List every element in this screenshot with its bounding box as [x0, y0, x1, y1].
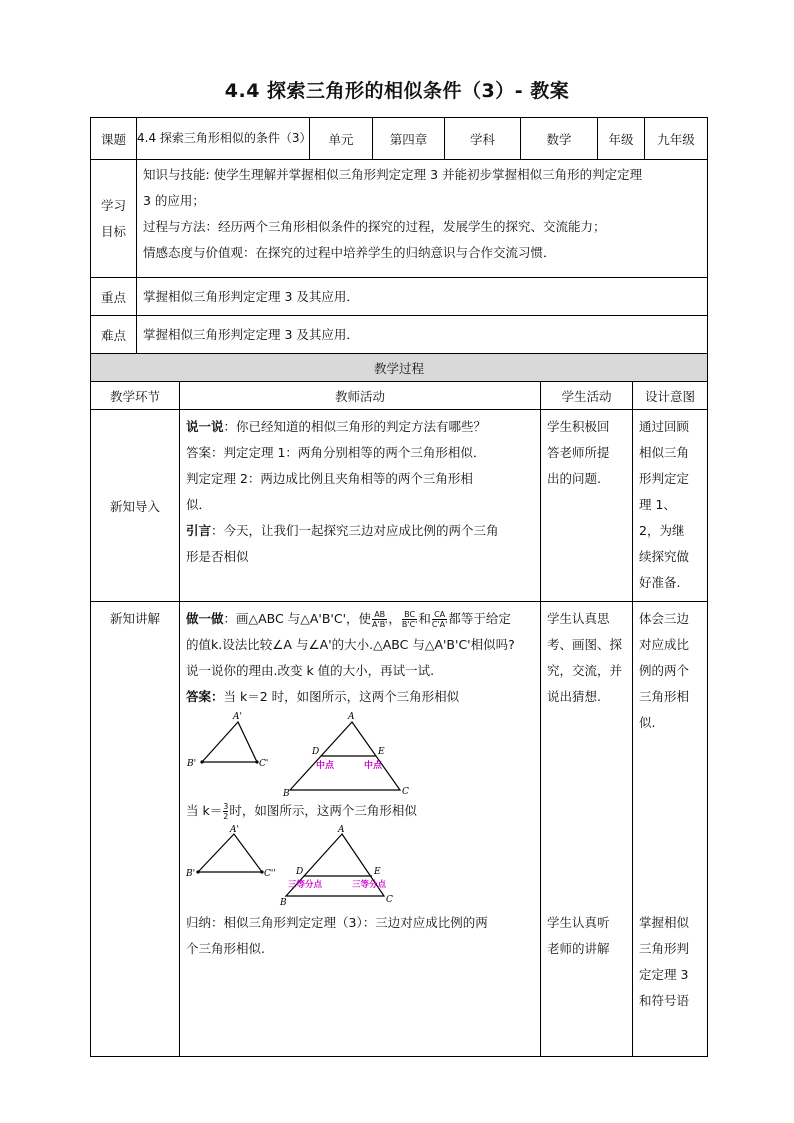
label-b1: B' [186, 869, 196, 879]
student-explain-line: 考、画图、探 [547, 637, 623, 652]
label-d: D [296, 867, 304, 877]
intent-intro-line: 理 1、 [639, 497, 676, 512]
do-line-3: 说一说你的理由.改变 k 值的大小，再试一试. [186, 663, 435, 678]
stage-intro: 新知导入 [91, 410, 180, 602]
label-a1: A' [233, 712, 242, 722]
do-line-2: 的值k.设法比较∠A 与∠A'的大小.△ABC 与△A'B'C'相似吗? [186, 637, 515, 652]
label-c1: C'' [264, 869, 276, 879]
intent-explain-line: 体会三边 [639, 611, 690, 626]
intent-explain-line: 似. [639, 715, 656, 730]
student-explain-line: 学生认真听 [547, 915, 610, 930]
summary-line-1: 归纳：相似三角形判定定理（3）：三边对应成比例的两 [186, 915, 488, 930]
label-e: E [374, 867, 381, 877]
goals-label [91, 160, 137, 278]
say-question [186, 414, 534, 440]
intent-explain [633, 602, 708, 1057]
label-b: B [283, 789, 290, 798]
student-explain [541, 602, 633, 1057]
subject-label: 学科 [445, 118, 521, 160]
intent-explain-line: 对应成比 [639, 637, 690, 652]
summary-line-2: 个三角形相似. [186, 941, 265, 956]
intent-explain-line: 掌握相似 [639, 915, 690, 930]
label-c: C [402, 787, 409, 797]
intent-intro-line: 续探究做 [639, 549, 690, 564]
student-explain-line: 学生认真思 [547, 611, 610, 626]
course-label: 课题 [91, 118, 137, 160]
answer-k3-2-b: 时，如图所示，这两个三角形相似 [229, 803, 417, 818]
fraction-bc [402, 610, 417, 629]
triangle-a1b1c1 [198, 834, 262, 872]
answer-theorem-2a: 判定定理 2：两边成比例且夹角相等的两个三角形相 [186, 471, 473, 486]
do-line-1 [186, 606, 534, 632]
key-point-text: 掌握相似三角形判定定理 3 及其应用． [143, 288, 359, 304]
goals-line-4: 情感态度与价值观：在探究的过程中培养学生的归纳意识与合作交流习惯． [143, 245, 556, 260]
fraction-bc-num: BC [402, 610, 417, 620]
process-section-title: 教学过程 [91, 354, 708, 382]
lesson-info-table [90, 117, 708, 354]
answer-k2-text: 当 k＝2 时，如图所示，这两个三角形相似 [223, 689, 460, 704]
lead-in-a [186, 518, 534, 544]
label-a: A [348, 712, 355, 722]
grade-value: 九年级 [645, 118, 708, 160]
label-b: B [280, 898, 287, 908]
student-intro-line: 答老师所提 [547, 445, 610, 460]
lead-text-a: ：今天，让我们一起探究三边对应成比例的两个三角 [211, 523, 499, 538]
fraction-k [223, 802, 228, 821]
figure-k3-2-trisection [186, 824, 536, 910]
difficulty-text: 掌握相似三角形判定定理 3 及其应用． [143, 326, 359, 342]
answer-label: 答案： [186, 689, 224, 704]
lead-label: 引言 [186, 523, 212, 538]
do-label: 做一做 [186, 611, 224, 626]
student-explain-line: 老师的讲解 [547, 941, 610, 956]
fraction-k-num: 3 [223, 802, 229, 811]
fraction-ca-den: C'A' [431, 620, 448, 629]
student-intro-line: 出的问题. [547, 471, 601, 486]
label-e: E [378, 747, 385, 757]
difficulty-label: 难点 [91, 316, 137, 354]
say-label: 说一说 [186, 419, 224, 434]
subject-value: 数学 [521, 118, 598, 160]
intent-explain-line: 和符号语 [639, 993, 690, 1008]
triangle-a1b1c1 [202, 722, 257, 762]
label-c: C [386, 895, 393, 905]
col-intent: 设计意图 [633, 382, 708, 410]
goals-label-1: 学习 [100, 197, 126, 213]
teacher-intro [180, 410, 541, 602]
goals-label-2: 目标 [100, 223, 126, 239]
vertex-b1-dot [200, 760, 203, 763]
student-intro [541, 410, 633, 602]
student-explain-line: 说出猜想. [547, 689, 601, 704]
intent-intro-line: 相似三角 [639, 445, 690, 460]
unit-label: 单元 [310, 118, 373, 160]
label-b1: B' [187, 759, 197, 769]
answer-k2 [186, 684, 534, 710]
answer-k3-2-a: 当 k＝ [186, 803, 223, 818]
intent-intro-line: 形判定定 [639, 471, 690, 486]
intent-explain-line: 三角形判 [639, 941, 690, 956]
goals-line-3: 过程与方法：经历两个三角形相似条件的探究的过程，发展学生的探究、交流能力； [143, 219, 606, 234]
do-text-2: 都等于给定 [448, 611, 511, 626]
fraction-bc-den: B'C' [401, 620, 418, 629]
do-sep: ， [388, 611, 401, 626]
answer-k3-2 [186, 798, 534, 824]
label-midpoint-left: 中点 [316, 761, 335, 771]
fraction-k-den: 2 [223, 812, 229, 821]
teaching-process-table [90, 353, 708, 1057]
goals-content [137, 160, 708, 278]
col-stage: 教学环节 [91, 382, 180, 410]
col-teacher: 教师活动 [180, 382, 541, 410]
student-explain-line: 究，交流，并 [547, 663, 623, 678]
unit-value: 第四章 [373, 118, 445, 160]
label-trisection-left: 三等分点 [288, 880, 323, 890]
goals-line-1: 知识与技能: 使学生理解并掌握相似三角形判定定理 3 并能初步掌握相似三角形的判定定理 [143, 167, 643, 182]
answer-theorem-1: 答案：判定定理 1：两角分别相等的两个三角形相似． [186, 445, 486, 460]
col-student: 学生活动 [541, 382, 633, 410]
intent-explain-line: 三角形相 [639, 689, 690, 704]
vertex-b1-dot [196, 870, 199, 873]
do-text-1: ：画△ABC 与△A'B'C'，使 [223, 611, 372, 626]
fraction-ca-num: CA [432, 610, 447, 620]
stage-explain-label: 新知讲解 [109, 611, 160, 626]
fraction-ab-num: AB [372, 610, 387, 620]
grade-label: 年级 [598, 118, 645, 160]
lead-in-b: 形是否相似 [186, 549, 249, 564]
label-d: D [312, 747, 320, 757]
goals-line-2: 3 的应用； [143, 193, 205, 208]
intent-intro [633, 410, 708, 602]
label-midpoint-right: 中点 [364, 761, 383, 771]
intent-explain-line: 定定理 3 [639, 967, 689, 982]
intent-intro-line: 好准备. [639, 575, 681, 590]
page-title: 4.4 探索三角形的相似条件（3）- 教案 [224, 80, 570, 102]
label-a: A [338, 825, 345, 835]
say-text: ：你已经知道的相似三角形的判定方法有哪些？ [223, 419, 487, 434]
student-intro-line: 学生积极回 [547, 419, 610, 434]
teacher-explain [180, 602, 541, 1057]
intent-intro-line: 通过回顾 [639, 419, 690, 434]
key-point-label: 重点 [91, 278, 137, 316]
fraction-ab-den: A'B' [372, 620, 388, 629]
label-c1: C' [259, 759, 269, 769]
fraction-ca [432, 610, 447, 629]
fraction-ab [372, 610, 387, 629]
figure-k2-midpoints [186, 710, 536, 798]
label-a1: A' [230, 825, 239, 835]
stage-explain [91, 602, 180, 1057]
do-and: 和 [418, 611, 431, 626]
answer-theorem-2b: 似． [186, 497, 212, 512]
intent-intro-line: 2，为继 [639, 523, 685, 538]
intent-explain-line: 例的两个 [639, 663, 690, 678]
label-trisection-right: 三等分点 [352, 880, 387, 890]
course-value: 4.4 探索三角形相似的条件（3） [137, 118, 310, 160]
